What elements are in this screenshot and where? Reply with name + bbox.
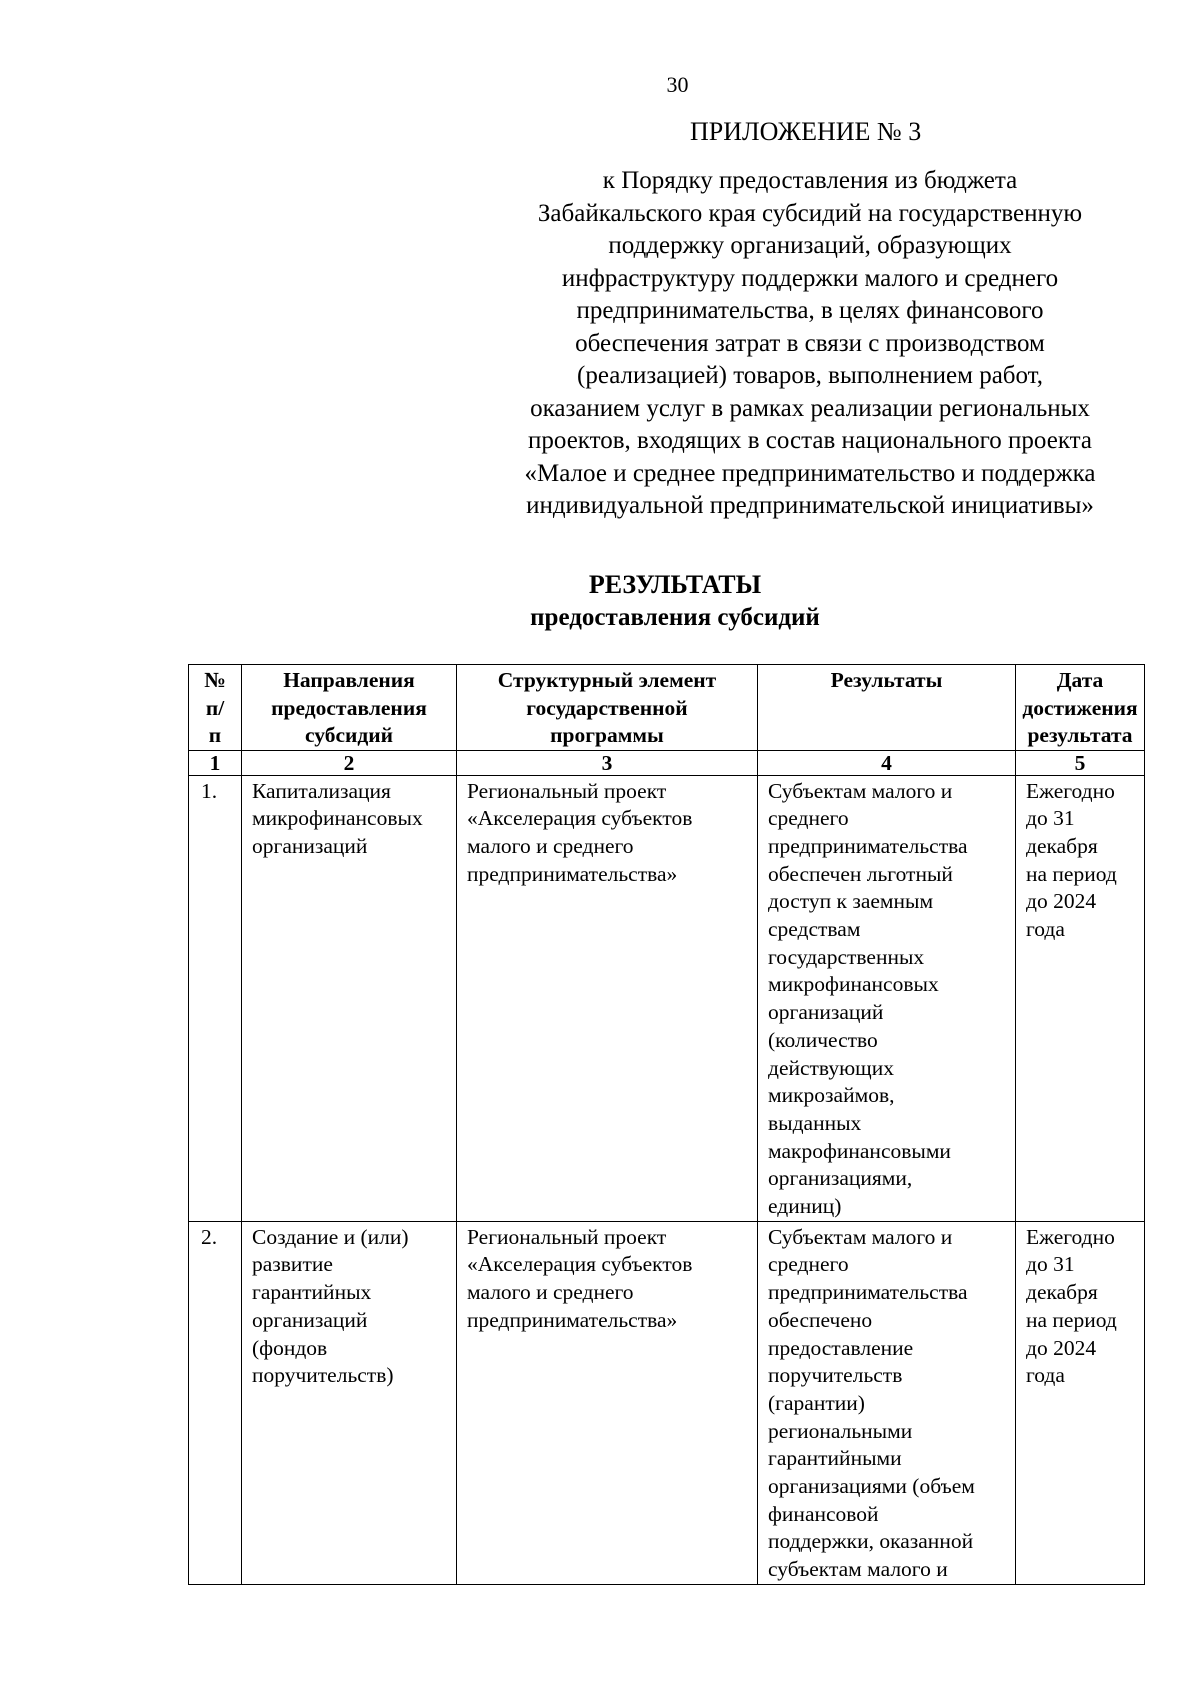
appendix-line: обеспечения затрат в связи с производством bbox=[575, 329, 1045, 357]
header-line: предоставления bbox=[271, 695, 427, 720]
cell-line: действующих bbox=[768, 1055, 894, 1080]
header-cell-element bbox=[457, 665, 758, 751]
cell-line: предпринимательства bbox=[768, 1280, 968, 1305]
cell-line: до 31 bbox=[1026, 1252, 1075, 1277]
appendix-line: «Малое и среднее предпринимательство и поддержка bbox=[524, 459, 1096, 487]
appendix-line: к Порядку предоставления из бюджета bbox=[602, 167, 1018, 194]
cell-line: Ежегодно bbox=[1026, 1224, 1115, 1249]
cell-line: доступ к заемным bbox=[768, 889, 934, 914]
cell-line: (фондов bbox=[252, 1335, 328, 1360]
cell-line: организациями (объем bbox=[768, 1474, 975, 1499]
column-number: 3 bbox=[457, 750, 758, 775]
date-cell bbox=[1016, 1221, 1145, 1584]
results-table bbox=[188, 664, 1145, 1585]
cell-line: средствам bbox=[768, 917, 861, 942]
header-line: Результаты bbox=[830, 668, 943, 692]
cell-line: государственных bbox=[768, 944, 925, 969]
cell-line: Региональный проект bbox=[467, 1224, 667, 1249]
cell-line: субъектам малого и bbox=[768, 1557, 948, 1582]
header-line: Структурный элемент bbox=[497, 668, 717, 692]
cell-line: до 2024 bbox=[1026, 889, 1097, 914]
cell-line: финансовой bbox=[768, 1501, 879, 1526]
row-number: 1. bbox=[189, 775, 242, 1221]
cell-line: поддержки, оказанной bbox=[768, 1529, 974, 1554]
cell-line: Капитализация bbox=[252, 778, 391, 803]
cell-line: малого и среднего bbox=[467, 833, 634, 858]
appendix-line: индивидуальной предпринимательской инициативы» bbox=[526, 492, 1094, 519]
cell-line: микрофинансовых bbox=[252, 806, 423, 831]
cell-line: организаций bbox=[252, 833, 368, 858]
cell-line: «Акселерация субъектов bbox=[467, 806, 693, 831]
cell-line: обеспечен льготный bbox=[768, 861, 953, 886]
element-cell bbox=[457, 775, 758, 1221]
direction-cell bbox=[242, 775, 457, 1221]
cell-line: Создание и (или) bbox=[252, 1224, 409, 1249]
cell-line: (количество bbox=[768, 1027, 878, 1052]
cell-line: «Акселерация субъектов bbox=[467, 1252, 693, 1277]
cell-line: организаций bbox=[252, 1307, 368, 1332]
header-line: достижения bbox=[1022, 695, 1138, 720]
cell-line: декабря bbox=[1026, 833, 1098, 858]
cell-line: года bbox=[1026, 1363, 1065, 1388]
cell-line: предпринимательства» bbox=[467, 861, 678, 886]
appendix-text bbox=[470, 165, 1150, 523]
page-number: 30 bbox=[666, 72, 689, 97]
cell-line: поручительств) bbox=[252, 1363, 394, 1388]
cell-line: предпринимательства bbox=[768, 833, 968, 858]
appendix-line: проектов, входящих в состав национального проекта bbox=[528, 427, 1092, 454]
cell-line: единиц) bbox=[768, 1194, 842, 1219]
row-number: 2. bbox=[189, 1221, 242, 1584]
result-cell bbox=[758, 1221, 1016, 1584]
column-number-row bbox=[189, 750, 1145, 775]
cell-line: Субъектам малого и bbox=[768, 1224, 953, 1249]
table-header-row bbox=[189, 665, 1145, 751]
cell-line: микрофинансовых bbox=[768, 972, 939, 997]
cell-line: макрофинансовыми bbox=[768, 1138, 951, 1163]
cell-line: Региональный проект bbox=[467, 778, 667, 803]
appendix-line: инфраструктуру поддержки малого и среднего bbox=[561, 264, 1059, 292]
cell-line: до 2024 bbox=[1026, 1335, 1097, 1360]
header-line: п bbox=[208, 723, 222, 747]
header-cell-date bbox=[1016, 665, 1145, 751]
results-heading: РЕЗУЛЬТАТЫ bbox=[588, 570, 762, 599]
cell-line: малого и среднего bbox=[467, 1280, 634, 1305]
cell-line: развитие bbox=[252, 1252, 333, 1277]
header-line: п/ bbox=[205, 695, 225, 720]
cell-line: гарантийных bbox=[252, 1280, 372, 1305]
header-line: результата bbox=[1027, 723, 1133, 747]
cell-line: микрозаймов, bbox=[768, 1083, 895, 1108]
cell-line: (гарантии) bbox=[768, 1390, 865, 1415]
date-cell bbox=[1016, 775, 1145, 1221]
header-cell-direction bbox=[242, 665, 457, 751]
appendix-line: (реализацией) товаров, выполнением работ, bbox=[577, 362, 1043, 389]
header-line: Дата bbox=[1056, 668, 1104, 692]
header-line: субсидий bbox=[304, 723, 394, 747]
cell-line: поручительств bbox=[768, 1363, 903, 1388]
cell-line: Субъектам малого и bbox=[768, 778, 953, 803]
cell-line: предоставление bbox=[768, 1335, 914, 1360]
header-line: государственной bbox=[526, 695, 688, 720]
appendix-line: оказанием услуг в рамках реализации региональных bbox=[530, 394, 1090, 422]
cell-line: среднего bbox=[768, 806, 849, 831]
column-number: 5 bbox=[1016, 750, 1145, 775]
direction-cell bbox=[242, 1221, 457, 1584]
cell-line: на период bbox=[1026, 1307, 1117, 1332]
cell-line: обеспечено bbox=[768, 1307, 873, 1332]
column-number: 2 bbox=[242, 750, 457, 775]
cell-line: предпринимательства» bbox=[467, 1307, 678, 1332]
result-cell bbox=[758, 775, 1016, 1221]
cell-line: на период bbox=[1026, 861, 1117, 886]
header-cell-results bbox=[758, 665, 1016, 751]
header-cell-number bbox=[189, 665, 242, 751]
cell-line: года bbox=[1026, 917, 1065, 942]
table-row bbox=[189, 1221, 1145, 1584]
header-line: Направления bbox=[283, 668, 415, 692]
cell-line: декабря bbox=[1026, 1280, 1098, 1305]
header-line: № bbox=[204, 668, 226, 692]
element-cell bbox=[457, 1221, 758, 1584]
cell-line: региональными bbox=[768, 1418, 913, 1443]
cell-line: выданных bbox=[768, 1110, 862, 1135]
cell-line: гарантийными bbox=[768, 1446, 902, 1471]
appendix-line: поддержку организаций, образующих bbox=[608, 232, 1012, 259]
cell-line: организаций bbox=[768, 1000, 884, 1025]
column-number: 4 bbox=[758, 750, 1016, 775]
column-number: 1 bbox=[189, 750, 242, 775]
appendix-line: предпринимательства, в целях финансового bbox=[576, 297, 1044, 324]
table-row bbox=[189, 775, 1145, 1221]
cell-line: до 31 bbox=[1026, 806, 1075, 831]
cell-line: организациями, bbox=[768, 1166, 913, 1191]
header-line: программы bbox=[550, 723, 664, 747]
appendix-title: ПРИЛОЖЕНИЕ № 3 bbox=[690, 117, 922, 146]
cell-line: среднего bbox=[768, 1252, 849, 1277]
cell-line: Ежегодно bbox=[1026, 778, 1115, 803]
results-subheading: предоставления субсидий bbox=[530, 604, 820, 631]
appendix-line: Забайкальского края субсидий на государственную bbox=[537, 199, 1083, 227]
